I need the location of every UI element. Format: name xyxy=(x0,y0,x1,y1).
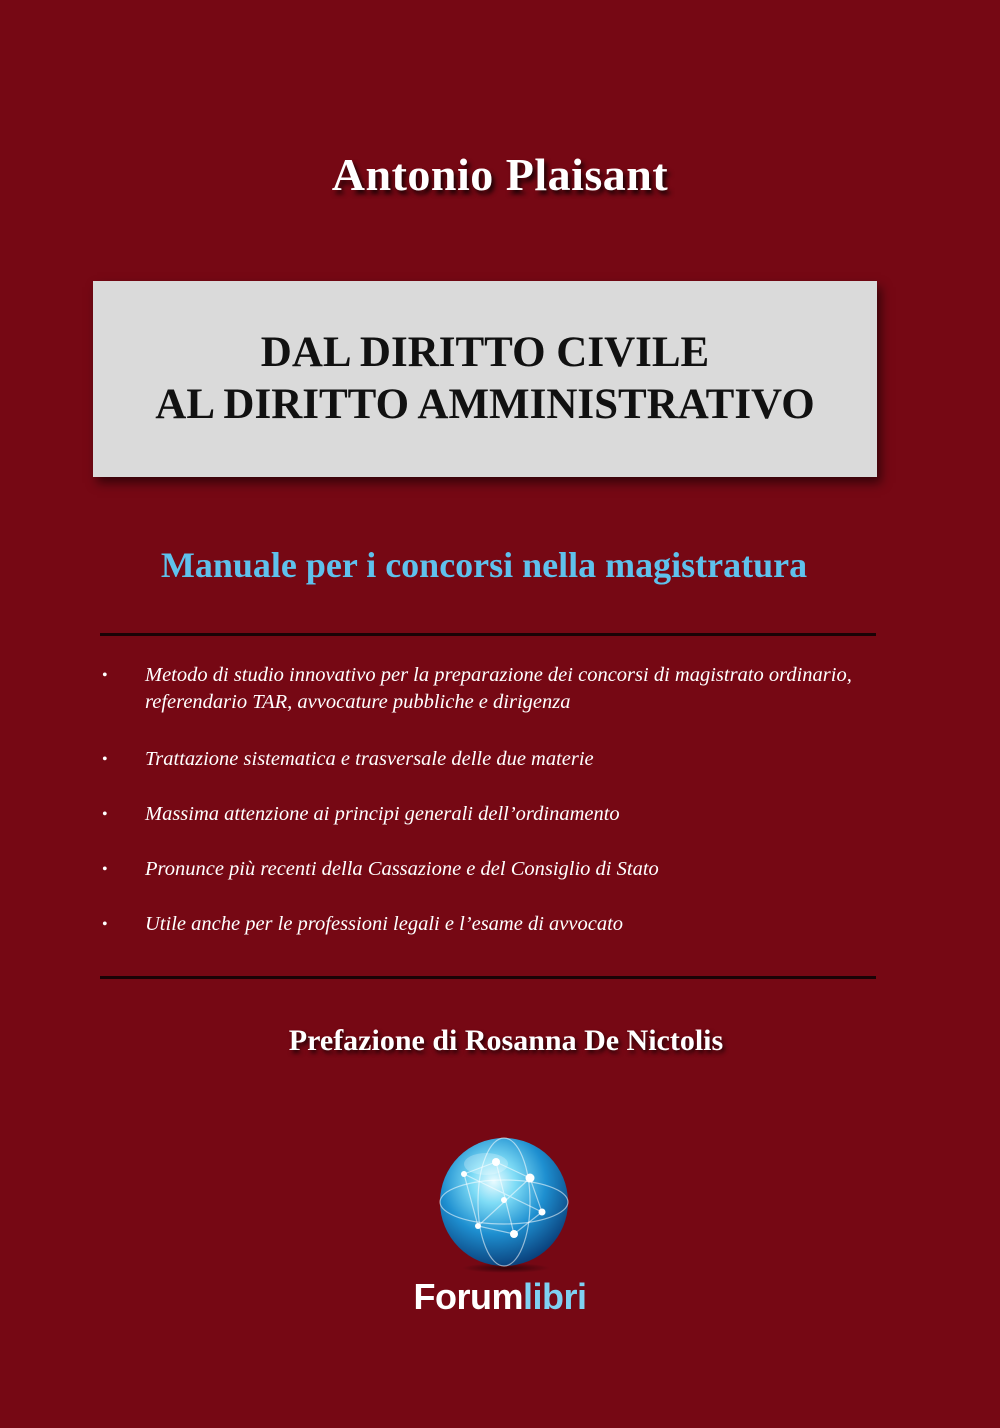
feature-text: Trattazione sistematica e trasversale delle due materie xyxy=(145,748,594,770)
feature-item xyxy=(100,746,594,773)
publisher-name-part1: Forum xyxy=(413,1276,523,1317)
bullet-icon: • xyxy=(102,667,108,684)
feature-text: Metodo di studio innovativo per la preparazione dei concorsi di magistrato ordinario, referendario TAR, avvocature pubbliche e dirigenza xyxy=(145,664,852,713)
feature-item xyxy=(100,856,659,883)
subtitle: Manuale per i concorsi nella magistratura xyxy=(160,545,808,585)
bullet-icon: • xyxy=(102,861,108,878)
title-line-2: AL DIRITTO AMMINISTRATIVO xyxy=(155,381,815,428)
title-line-1: DAL DIRITTO CIVILE xyxy=(260,329,710,376)
bullet-icon: • xyxy=(102,916,108,933)
feature-item xyxy=(100,801,620,828)
divider-bottom xyxy=(100,976,876,979)
title-box xyxy=(93,281,877,477)
publisher-name-part2: libri xyxy=(522,1276,587,1317)
preface-credit: Prefazione di Rosanna De Nictolis xyxy=(288,1024,724,1057)
feature-item xyxy=(100,662,870,716)
bullet-icon: • xyxy=(102,806,108,823)
feature-text: Utile anche per le professioni legali e l’esame di avvocato xyxy=(145,913,624,935)
author-name: Antonio Plaisant xyxy=(331,149,669,200)
feature-item xyxy=(100,911,623,938)
divider-top xyxy=(100,633,876,636)
bullet-icon: • xyxy=(102,751,108,768)
feature-text: Pronunce più recenti della Cassazione e del Consiglio di Stato xyxy=(145,858,659,880)
publisher-logo xyxy=(0,1276,1000,1318)
feature-text: Massima attenzione ai principi generali dell’ordinamento xyxy=(145,803,620,825)
globe-network-icon xyxy=(434,1134,574,1274)
